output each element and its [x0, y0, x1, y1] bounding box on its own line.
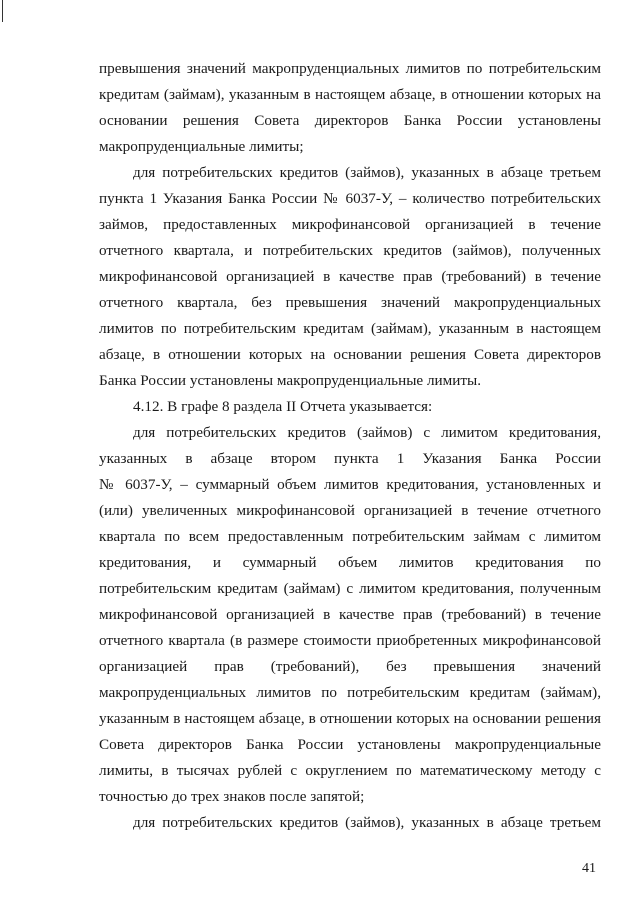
text-line: микрофинансовой организацией в качестве прав (требований) в течение	[99, 606, 601, 623]
text-line: для потребительских кредитов (займов), указанных в абзаце третьем	[133, 164, 601, 181]
text-line: займов, предоставленных микрофинансовой организацией в течение	[99, 216, 601, 233]
text-line: организацией прав (требований), без превышения значений	[99, 658, 601, 675]
text-line: лимитов по потребительским кредитам (займам), указанным в настоящем	[99, 320, 601, 337]
text-line: потребительским кредитам (займам) с лимитом кредитования, полученным	[99, 580, 601, 597]
text-line: для потребительских кредитов (займов), указанных в абзаце третьем	[133, 814, 601, 831]
text-line: микрофинансовой организацией в качестве прав (требований) в течение	[99, 268, 601, 285]
text-line: для потребительских кредитов (займов) с лимитом кредитования,	[133, 424, 601, 441]
text-line: лимиты, в тысячах рублей с округлением по математическому методу с	[99, 762, 601, 779]
text-line: основании решения Совета директоров Банка России установлены	[99, 112, 601, 129]
text-line: отчетного квартала, без превышения значений макропруденциальных	[99, 294, 601, 311]
scan-edge-mark	[2, 0, 3, 22]
page-number: 41	[582, 861, 596, 876]
text-line: кредитования, и суммарный объем лимитов кредитования по	[99, 554, 601, 571]
text-line: отчетного квартала (в размере стоимости приобретенных микрофинансовой	[99, 632, 601, 649]
text-line: пункта 1 Указания Банка России № 6037-У, – количество потребительских	[99, 190, 601, 207]
text-line: указанных в абзаце втором пункта 1 Указания Банка России	[99, 450, 601, 467]
text-line: точностью до трех знаков после запятой;	[99, 788, 365, 805]
text-line: макропруденциальные лимиты;	[99, 138, 304, 155]
text-line: квартала по всем предоставленным потребительским займам с лимитом	[99, 528, 601, 545]
text-line: Банка России установлены макропруденциальные лимиты.	[99, 372, 482, 389]
text-line: превышения значений макропруденциальных лимитов по потребительским	[99, 60, 601, 77]
text-line: отчетного квартала, и потребительских кредитов (займов), полученных	[99, 242, 601, 259]
text-line: абзаце, в отношении которых на основании решения Совета директоров	[99, 346, 601, 363]
text-line: Совета директоров Банка России установлены макропруденциальные	[99, 736, 601, 753]
text-line: (или) увеличенных микрофинансовой организацией в течение отчетного	[99, 502, 601, 519]
section-heading: 4.12. В графе 8 раздела II Отчета указывается:	[133, 398, 433, 415]
text-line: № 6037-У, – суммарный объем лимитов кредитования, установленных и	[99, 476, 601, 493]
text-line: кредитам (займам), указанным в настоящем абзаце, в отношении которых на	[99, 86, 601, 103]
text-line: указанным в настоящем абзаце, в отношении которых на основании решения	[99, 710, 601, 727]
text-line: макропруденциальных лимитов по потребительским кредитам (займам),	[99, 684, 601, 701]
